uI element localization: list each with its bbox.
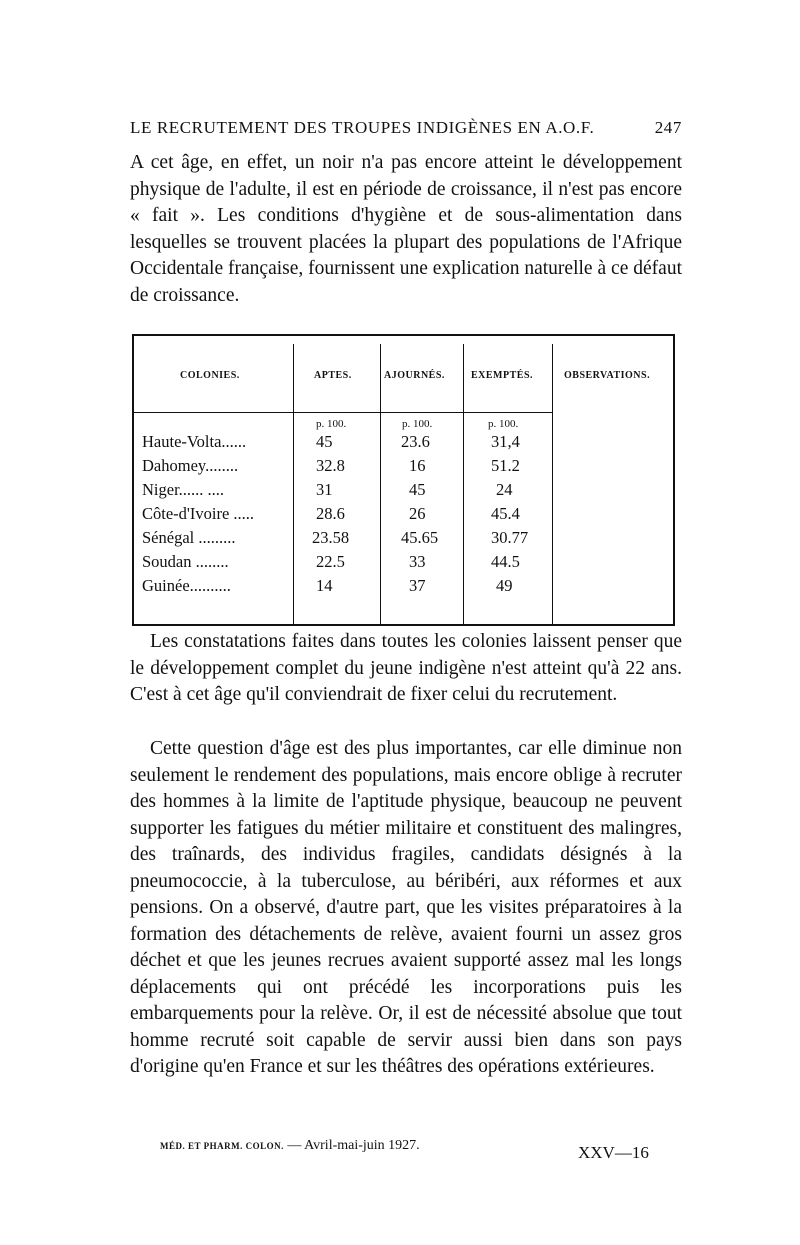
exemptes-value: 31,4 [491, 432, 520, 451]
ajournes-value: 23.6 [401, 432, 430, 451]
exemptes-value: 51.2 [491, 456, 520, 475]
table-row [134, 552, 675, 576]
exemptes-value: 44.5 [491, 552, 520, 571]
aptes-value: 32.8 [316, 456, 345, 475]
table-row [134, 432, 675, 456]
statistics-table [132, 334, 675, 626]
unit-exemptes: p. 100. [488, 418, 519, 430]
table-row [134, 576, 675, 600]
intro-paragraph: A cet âge, en effet, un noir n'a pas encore atteint le développement physique de l'adulte, il est en période de croissance, il n'est pas encore « fait ». Les conditions d'hygiène et de sous-alimentation dans lesquelles se trouvent placées la plupart des populations de l'Afrique Occidentale française, fournissent une explication naturelle à ce défaut de croissance. [130, 152, 682, 306]
colonie-name: Niger...... .... [142, 480, 225, 499]
exemptes-value: 45.4 [491, 504, 520, 523]
aptes-value: 14 [316, 576, 333, 595]
ajournes-value: 26 [409, 504, 426, 523]
ajournes-value: 45 [409, 480, 426, 499]
aptes-value: 22.5 [316, 552, 345, 571]
header-colonies: COLONIES. [180, 370, 240, 381]
table-row [134, 456, 675, 480]
running-head-title: LE RECRUTEMENT DES TROUPES INDIGÈNES EN A.O.F. [130, 118, 595, 137]
ajournes-value: 45.65 [401, 528, 439, 547]
issue-date: — Avril-mai-juin 1927. [287, 1138, 420, 1153]
paragraph-age-recrutement: Les constatations faites dans toutes les colonies laissent penser que le développement complet du jeune indigène n'est atteint qu'à 22 ans. C'est à cet âge qu'il conviendrait de fixer celui du recrutement. [130, 631, 682, 705]
table-row [134, 528, 675, 552]
header-exemptes: EXEMPTÉS. [471, 370, 534, 381]
ajournes-value: 16 [409, 456, 426, 475]
unit-ajournes: p. 100. [402, 418, 433, 430]
aptes-value: 23.58 [312, 528, 350, 547]
colonie-name: Soudan ........ [142, 552, 229, 571]
journal-abbreviation: MÉD. ET PHARM. COLON. [160, 1141, 284, 1151]
colonie-name: Haute-Volta...... [142, 432, 247, 451]
colonie-name: Guinée.......... [142, 576, 231, 595]
ajournes-value: 33 [409, 552, 426, 571]
colonie-name: Dahomey........ [142, 456, 239, 475]
exemptes-value: 24 [496, 480, 513, 499]
signature-mark: XXV—16 [578, 1143, 649, 1162]
table-row [134, 480, 675, 504]
header-aptes: APTES. [314, 370, 352, 381]
header-observations: OBSERVATIONS. [564, 370, 651, 381]
header-ajournes: AJOURNÉS. [384, 370, 445, 381]
running-head [130, 118, 682, 138]
paragraph-question-age: Cette question d'âge est des plus importantes, car elle diminue non seulement le rendement des populations, mais encore oblige à recruter des hommes à la limite de l'aptitude physique, beaucoup ne peuvent supporter les fatigues du métier militaire et constituent des malingres, des traînards, des individus fragiles, candidats désignés à la pneumococcie, à la tuberculose, au béribéri, aux réformes et aux pensions. On a observé, d'autre part, que les visites préparatoires à la formation des détachements de relève, avaient fourni un assez gros déchet et que les jeunes recrues avaient supporté assez mal les longs déplacements qui ont précédé les incorporations puis les embarquements pour la relève. Or, il est de nécessité absolue que tout homme recruté soit capable de servir aussi bien dans son pays d'origine qu'en France et sur les théâtres des opérations extérieures. [130, 738, 682, 1077]
page-number: 247 [654, 118, 682, 137]
ajournes-value: 37 [409, 576, 426, 595]
unit-aptes: p. 100. [316, 418, 347, 430]
exemptes-value: 30.77 [491, 528, 529, 547]
colonie-name: Sénégal ......... [142, 528, 236, 547]
aptes-value: 31 [316, 480, 333, 499]
aptes-value: 45 [316, 432, 333, 451]
aptes-value: 28.6 [316, 504, 345, 523]
footer-journal [160, 1138, 420, 1154]
table-row [134, 504, 675, 528]
exemptes-value: 49 [496, 576, 513, 595]
colonie-name: Côte-d'Ivoire ..... [142, 504, 255, 523]
